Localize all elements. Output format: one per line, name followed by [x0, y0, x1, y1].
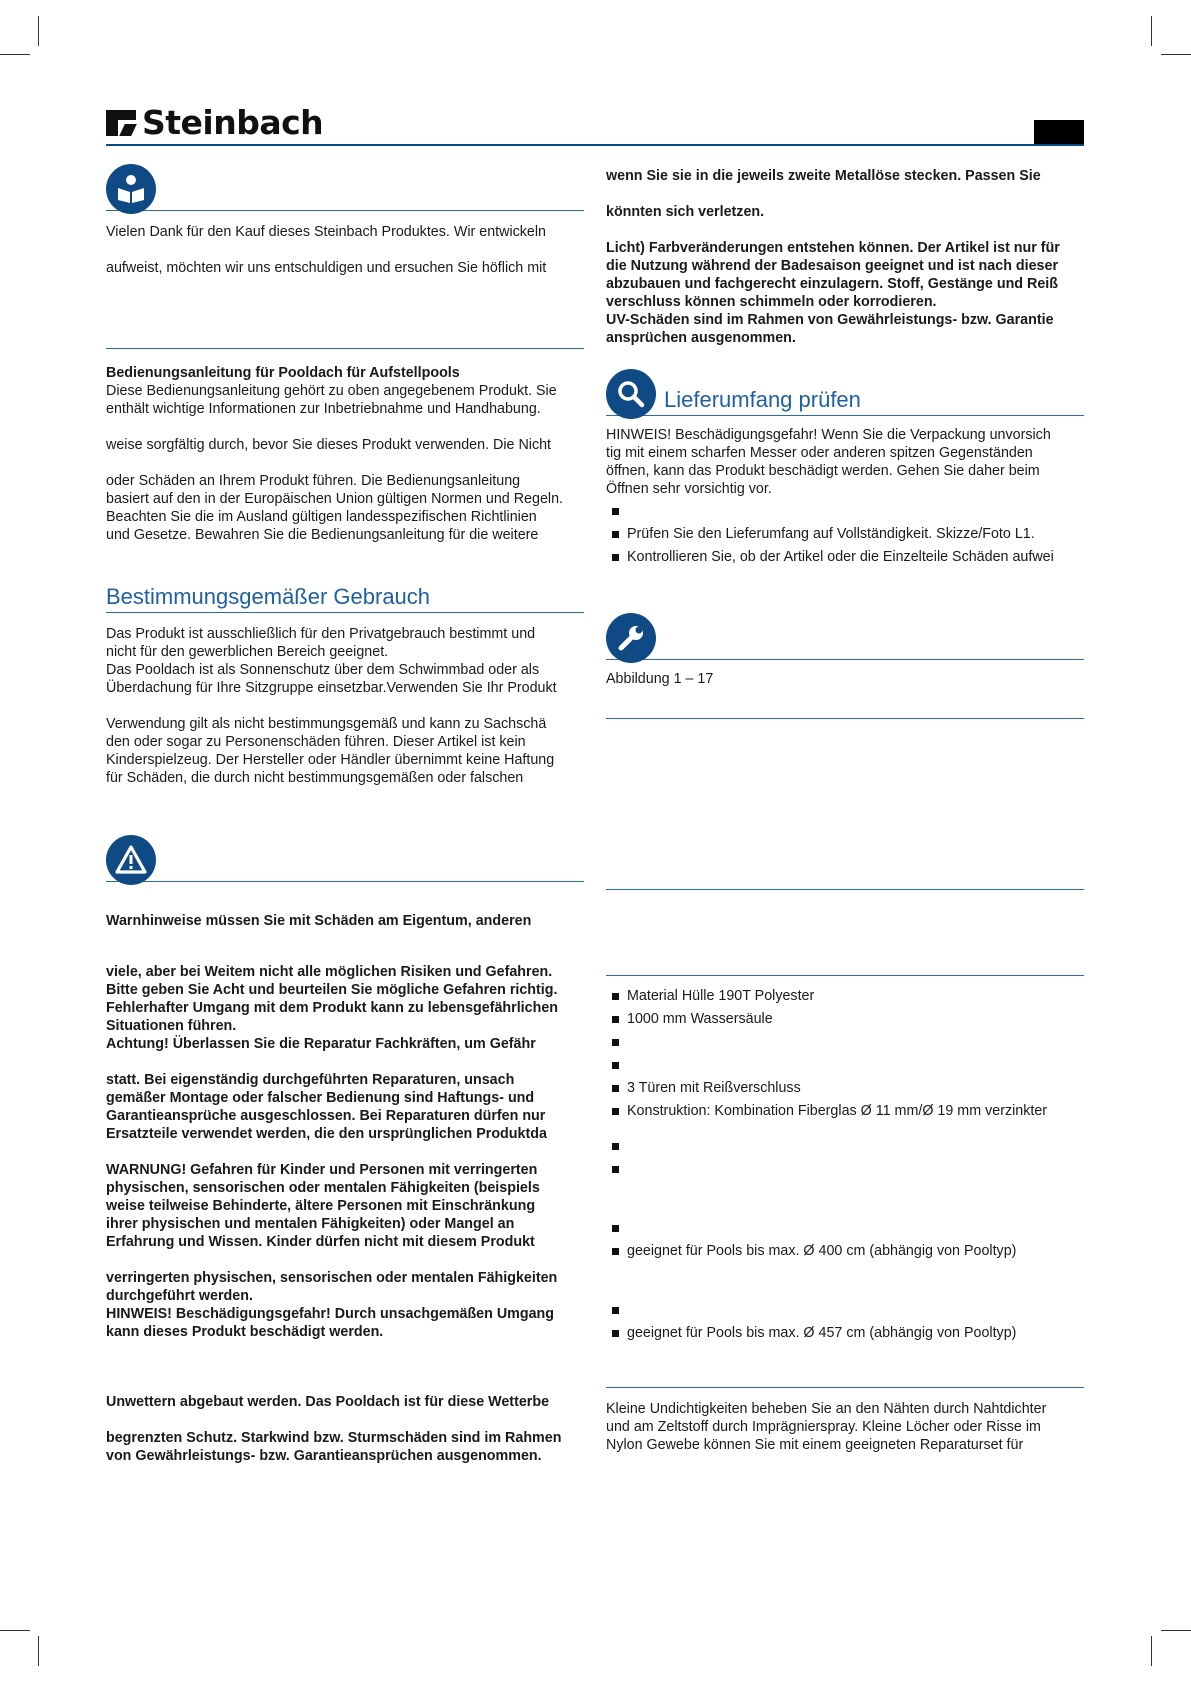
manual-text: Diese Bedienungsanleitung gehört zu oben angegebenem Produkt. Sie — [106, 383, 557, 399]
safety-line: Ersatzteile verwendet werden, die den ursprünglichen Produktda — [106, 1126, 547, 1142]
safety-line: WARNUNG! Gefahren für Kinder und Personen mit verringerten — [106, 1162, 538, 1178]
manual-text: oder Schäden an Ihrem Produkt führen. Die Bedienungsanleitung — [106, 473, 521, 489]
warning-triangle-icon — [106, 835, 156, 885]
list-item — [606, 1160, 1084, 1178]
wrench-icon — [606, 613, 656, 663]
safety-line: durchgeführt werden. — [106, 1288, 253, 1304]
list-item — [606, 1219, 1084, 1237]
list-item: Konstruktion: Kombination Fiberglas Ø 11 mm/Ø 19 mm verzinkter — [606, 1102, 1084, 1120]
right-line: abzubauen und fachgerecht einzulagern. Stoff, Gestänge und Reiß — [606, 276, 1058, 292]
crop-mark — [1151, 16, 1152, 46]
manual-reader-icon — [106, 164, 156, 214]
intro-header — [106, 160, 584, 211]
safety-line: ihrer physischen und mentalen Fähigkeiten) oder Mangel an — [106, 1216, 515, 1232]
manual-text: basiert auf den in der Europäischen Union gültigen Normen und Regeln. — [106, 491, 563, 507]
safety-line: von Gewährleistungs- bzw. Garantieansprüchen ausgenommen. — [106, 1448, 542, 1464]
use-text: Verwendung gilt als nicht bestimmungsgemäß und kann zu Sachschä — [106, 716, 547, 732]
safety-line: kann dieses Produkt beschädigt werden. — [106, 1324, 384, 1340]
use-text: für Schäden, die durch nicht bestimmungsgemäßen oder falschen — [106, 770, 524, 786]
right-line: wenn Sie sie in die jeweils zweite Metallöse stecken. Passen Sie — [606, 168, 1041, 184]
list-item — [606, 1137, 1084, 1155]
list-item — [606, 1301, 1084, 1319]
page-header — [106, 103, 1084, 146]
list-item: Kontrollieren Sie, ob der Artikel oder die Einzelteile Schäden aufwei — [606, 548, 1084, 566]
spec-list — [606, 1219, 1084, 1260]
safety-line: Warnhinweise müssen Sie mit Schäden am Eigentum, anderen — [106, 913, 532, 929]
list-item: geeignet für Pools bis max. Ø 457 cm (abhängig von Pooltyp) — [606, 1324, 1084, 1342]
right-line: könnten sich verletzen. — [606, 204, 765, 220]
page-tab-marker — [1034, 120, 1084, 144]
delivery-line: HINWEIS! Beschädigungsgefahr! Wenn Sie die Verpackung unvorsich — [606, 427, 1051, 443]
delivery-line: tig mit einem scharfen Messer oder anderen spitzen Gegenständen — [606, 445, 1033, 461]
brand-name: Steinbach — [142, 103, 324, 142]
safety-line: Situationen führen. — [106, 1018, 237, 1034]
safety-line: Unwettern abgebaut werden. Das Pooldach ist für diese Wetterbe — [106, 1394, 550, 1410]
use-text: nicht für den gewerblichen Bereich geeignet. — [106, 644, 389, 660]
crop-mark — [38, 16, 39, 46]
list-item: 3 Türen mit Reißverschluss — [606, 1079, 1084, 1097]
intro-line: aufweist, möchten wir uns entschuldigen und ersuchen Sie höflich mit — [106, 260, 547, 276]
right-top-text — [606, 167, 1084, 347]
use-text: Das Produkt ist ausschließlich für den Privatgebrauch bestimmt und — [106, 626, 536, 642]
right-line: die Nutzung während der Badesaison geeignet und ist nach dieser — [606, 258, 1059, 274]
brand-logo — [106, 103, 324, 142]
right-line: Licht) Farbveränderungen entstehen können. Der Artikel ist nur für — [606, 240, 1060, 256]
safety-line: verringerten physischen, sensorischen oder mentalen Fähigkeiten — [106, 1270, 558, 1286]
manual-text: Beachten Sie die im Ausland gültigen landesspezifischen Richtlinien — [106, 509, 537, 525]
safety-line: statt. Bei eigenständig durchgeführten Reparaturen, unsach — [106, 1072, 515, 1088]
spec-list — [606, 1301, 1084, 1342]
safety-line: weise teilweise Behinderte, ältere Personen mit Einschränkung — [106, 1198, 536, 1214]
list-item: geeignet für Pools bis max. Ø 400 cm (abhängig von Pooltyp) — [606, 1242, 1084, 1260]
list-item: Material Hülle 190T Polyester — [606, 987, 1084, 1005]
care-line: Kleine Undichtigkeiten beheben Sie an den Nähten durch Nahtdichter — [606, 1401, 1047, 1417]
list-item — [606, 502, 1084, 520]
magnifier-icon — [606, 369, 656, 419]
right-line: UV-Schäden sind im Rahmen von Gewährleistungs- bzw. Garantie — [606, 312, 1054, 328]
safety-line: HINWEIS! Beschädigungsgefahr! Durch unsachgemäßen Umgang — [106, 1306, 555, 1322]
intro-line: Vielen Dank für den Kauf dieses Steinbach Produktes. Wir entwickeln — [106, 224, 546, 240]
right-column — [606, 160, 1084, 1454]
use-text: den oder sogar zu Personenschäden führen. Dieser Artikel ist kein — [106, 734, 526, 750]
manual-heading: Bedienungsanleitung für Pooldach für Aufstellpools — [106, 365, 460, 381]
crop-mark — [38, 1636, 39, 1666]
safety-line: Fehlerhafter Umgang mit dem Produkt kann zu lebensgefährlichen — [106, 1000, 559, 1016]
crop-mark — [0, 54, 30, 55]
crop-mark — [0, 1630, 30, 1631]
care-line: und am Zeltstoff durch Imprägnierspray. Kleine Löcher oder Risse im — [606, 1419, 1041, 1435]
header-rule — [106, 144, 1084, 146]
safety-line: begrenzten Schutz. Starkwind bzw. Sturmschäden sind im Rahmen — [106, 1430, 562, 1446]
crop-mark — [1151, 1636, 1152, 1666]
delivery-line: Öffnen sehr vorsichtig vor. — [606, 481, 772, 497]
safety-line: gemäßer Montage oder falscher Bedienung sind Haftungs- und — [106, 1090, 535, 1106]
list-item — [606, 1033, 1084, 1051]
safety-line: Garantieansprüche ausgeschlossen. Bei Reparaturen dürfen nur — [106, 1108, 546, 1124]
delivery-title: Lieferumfang prüfen — [664, 387, 861, 412]
crop-mark — [1161, 54, 1191, 55]
list-item: 1000 mm Wassersäule — [606, 1010, 1084, 1028]
safety-header — [106, 831, 584, 882]
use-text: Überdachung für Ihre Sitzgruppe einsetzbar.Verwenden Sie Ihr Produkt — [106, 680, 557, 696]
safety-line: viele, aber bei Weitem nicht alle möglichen Risiken und Gefahren. — [106, 964, 553, 980]
use-text: Kinderspielzeug. Der Hersteller oder Händler übernimmt keine Haftung — [106, 752, 555, 768]
manual-text: enthält wichtige Informationen zur Inbetriebnahme und Handhabung. — [106, 401, 541, 417]
crop-mark — [1161, 1630, 1191, 1631]
use-header — [106, 584, 584, 613]
delivery-list — [606, 502, 1084, 566]
left-column — [106, 160, 584, 1465]
use-text: Das Pooldach ist als Sonnenschutz über dem Schwimmbad oder als — [106, 662, 540, 678]
use-title: Bestimmungsgemäßer Gebrauch — [106, 584, 431, 609]
figure-reference: Abbildung 1 – 17 — [606, 671, 714, 687]
spec-list — [606, 1137, 1084, 1178]
safety-text — [106, 912, 584, 1465]
safety-line: Bitte geben Sie Acht und beurteilen Sie mögliche Gefahren richtig. — [106, 982, 558, 998]
delivery-header — [606, 369, 1084, 416]
manual-text: und Gesetze. Bewahren Sie die Bedienungsanleitung für die weitere — [106, 527, 539, 543]
list-item — [606, 1056, 1084, 1074]
safety-line: Achtung! Überlassen Sie die Reparatur Fachkräften, um Gefähr — [106, 1036, 536, 1052]
right-line: verschluss können schimmeln oder korrodieren. — [606, 294, 937, 310]
assembly-header — [606, 609, 1084, 660]
list-item: Prüfen Sie den Lieferumfang auf Vollständigkeit. Skizze/Foto L1. — [606, 525, 1084, 543]
safety-line: physischen, sensorischen oder mentalen Fähigkeiten (beispiels — [106, 1180, 540, 1196]
steinbach-logo-icon — [106, 108, 136, 138]
manual-text: weise sorgfältig durch, bevor Sie dieses Produkt verwenden. Die Nicht — [106, 437, 552, 453]
care-line: Nylon Gewebe können Sie mit einem geeigneten Reparaturset für — [606, 1437, 1024, 1453]
right-line: ansprüchen ausgenommen. — [606, 330, 796, 346]
spec-list — [606, 987, 1084, 1120]
safety-line: Erfahrung und Wissen. Kinder dürfen nicht mit diesem Produkt — [106, 1234, 535, 1250]
delivery-line: öffnen, kann das Produkt beschädigt werden. Gehen Sie daher beim — [606, 463, 1040, 479]
